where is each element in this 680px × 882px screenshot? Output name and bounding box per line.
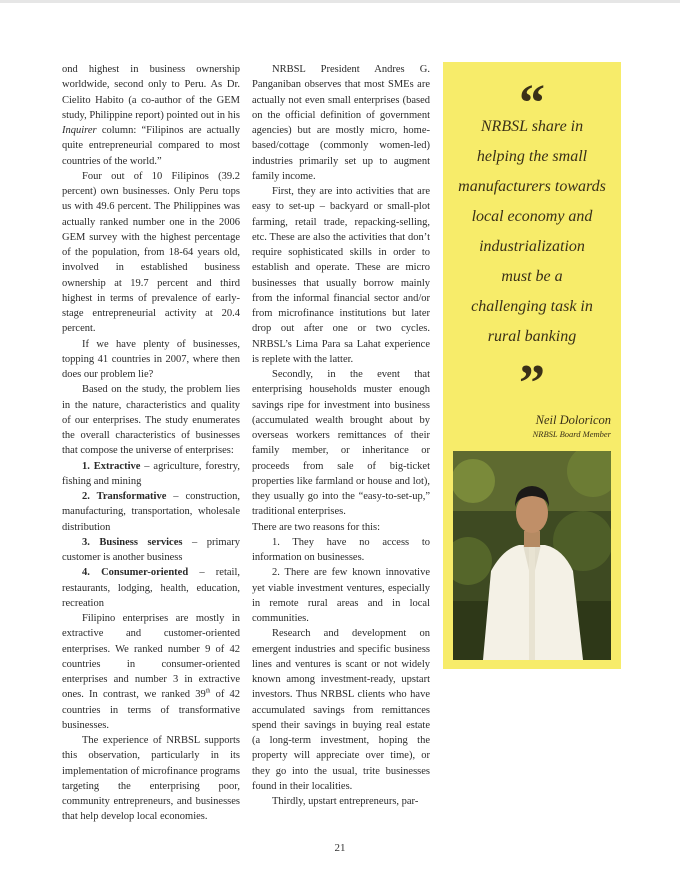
list-item-transformative: 2. Transformative – construction, manufacturing, transportation, wholesale distribution — [62, 491, 240, 533]
pullquote-line: industrialization — [479, 238, 585, 255]
paragraph: NRBSL President Andres G. Panganiban observes that most SMEs are actually not even small enterprises (based on the official definition of government agencies) but are mostly micro, home-based/cottage (commonly women-led) industries primarily set up to augment family income. — [252, 64, 430, 182]
paragraph: Research and development on emergent industries and specific business lines and ventures is scant or not widely known among investment-ready, upstart investors. Thus NRBSL clients who have accumulated savings from remittances spend their savings in buying real estate (a long-term investment, hoping the property will appreciate over time), or they go into the usual, trite businesses found in their localities. — [252, 628, 430, 792]
list-item-business-services: 3. Business services – primary customer is another business — [62, 536, 240, 563]
paragraph: ond highest in business ownership worldwide, second only to Peru. As Dr. Cielito Habito (a co-author of the GEM study, Philippine report) pointed out in his Inquirer column: “Filipinos are actually quite entrepreneurial compared to most countries of the world.” — [62, 64, 240, 167]
pullquote-text — [449, 112, 615, 352]
attribution-role: NRBSL Board Member — [532, 429, 611, 439]
list-item-consumer-oriented: 4. Consumer-oriented – retail, restaurants, lodging, health, education, recreation — [62, 567, 240, 609]
text-column-middle — [252, 62, 430, 809]
paragraph: There are two reasons for this: — [252, 521, 380, 533]
attribution-name: Neil Doloricon — [535, 413, 611, 427]
quote-attribution — [533, 412, 611, 440]
open-quote-icon: “ — [519, 75, 545, 132]
pullquote-line: must be a — [501, 268, 563, 285]
paragraph: Filipino enterprises are mostly in extractive and customer-oriented enterprises. We ranked number 9 of 42 countries in consumer-oriented enterprises and number 3 in extractive ones. In contrast, we ranked 39th of 42 countries in terms of transformative businesses. — [62, 613, 241, 731]
paragraph: 2. There are few known innovative yet viable investment ventures, especially in remote rural areas and in local communities. — [252, 567, 430, 624]
portrait-photo — [453, 451, 611, 660]
paragraph: Four out of 10 Filipinos (39.2 percent) own businesses. Only Peru tops us with 49.6 percent. The Philippines was actually ranked number one in the 2006 GEM survey with the highest percentage of the population, from 18-64 years old, involved in established business ownership at 19.7 percent and third highest in terms of prevalence of early-stage entrepreneurial activity at 20.4 percent. — [62, 170, 240, 335]
pullquote-line: local economy and — [471, 208, 593, 225]
pullquote-line: challenging task in — [471, 298, 593, 315]
text-column-left — [62, 62, 240, 825]
paragraph: Secondly, in the event that enterprising households muster enough savings ripe for investment into business (accumulated wealth brought about by overseas workers remittances of their family member, or inheritance or proceeds from sale of big-ticket properties like farmland or house and lot), they usually go into the “easy-to-set-up,” traditional enterprises. — [252, 369, 430, 518]
page-number: 21 — [334, 842, 346, 854]
top-rule — [0, 0, 680, 3]
list-item-extractive: 1. Extractive – agriculture, forestry, fishing and mining — [62, 460, 240, 487]
close-quote-icon: ” — [519, 355, 545, 412]
pullquote-line: NRBSL share in — [480, 118, 584, 135]
pullquote-box — [443, 62, 621, 669]
pullquote-line: rural banking — [487, 328, 577, 345]
pullquote-line: manufacturers towards — [458, 178, 606, 195]
paragraph: 1. They have no access to information on businesses. — [252, 536, 430, 563]
paragraph: If we have plenty of businesses, topping 41 countries in 2007, where then does our problem lie? — [62, 338, 240, 380]
paragraph: Based on the study, the problem lies in the nature, characteristics and quality of our enterprises. The study enumerates the overall characteristics of businesses that compose the universe of enterprises: — [62, 384, 240, 457]
paragraph: Thirdly, upstart entrepreneurs, par- — [272, 796, 419, 807]
paragraph: First, they are into activities that are easy to set-up – backyard or small-plot farming, retail trade, repacking-selling, etc. These are also the activities that don’t require sophisticated skills in order to establish and operate. These are micro businesses that usually borrow mainly from the informal financial sector and/or from microfinance institutions but later drop out after one or two cycles. NRBSL’s Lima Para sa Lahat experience is replete with the latter. — [252, 186, 430, 365]
paragraph: The experience of NRBSL supports this observation, particularly in its implementation of microfinance programs targeting the enterprising poor, community entrepreneurs, and businesses that help develop local economies. — [62, 735, 240, 823]
pullquote-line: helping the small — [476, 148, 588, 165]
